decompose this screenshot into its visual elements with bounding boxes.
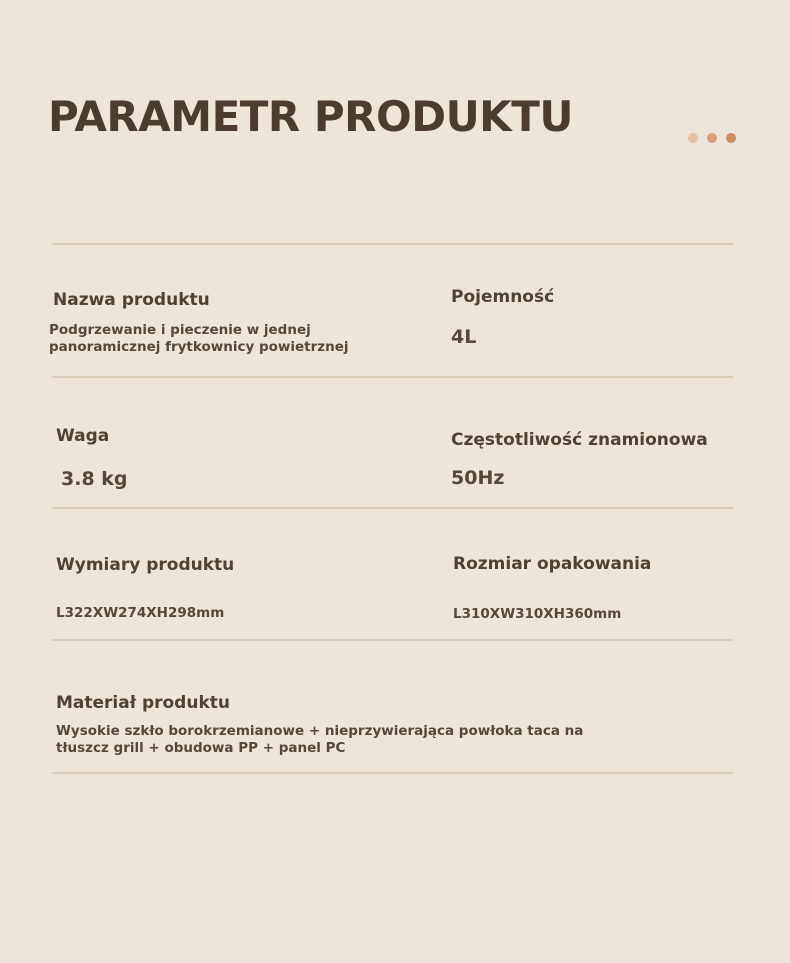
divider (52, 507, 733, 509)
divider (52, 772, 733, 774)
divider (52, 243, 733, 245)
material-value: Wysokie szkło borokrzemianowe + nieprzywierająca powłoka taca na tłuszcz grill + obudowa PP + panel PC (56, 723, 584, 756)
product-name-label: Nazwa produktu (53, 290, 210, 310)
divider (52, 639, 733, 641)
package-size-value: L310XW310XH360mm (453, 606, 622, 622)
dimensions-label: Wymiary produktu (56, 555, 235, 575)
weight-value: 3.8 kg (61, 468, 128, 490)
material-label: Materiał produktu (56, 693, 230, 713)
package-size-label: Rozmiar opakowania (453, 554, 652, 574)
page-title: PARAMETR PRODUKTU (48, 92, 573, 141)
capacity-value: 4L (451, 326, 477, 348)
frequency-value: 50Hz (451, 467, 505, 489)
decorative-dots (688, 133, 736, 143)
weight-label: Waga (56, 426, 110, 446)
frequency-label: Częstotliwość znamionowa (451, 430, 708, 450)
product-name-value: Podgrzewanie i pieczenie w jednej panoramicznej frytkownicy powietrznej (49, 322, 349, 355)
dot-icon (707, 133, 717, 143)
dot-icon (688, 133, 698, 143)
dimensions-value: L322XW274XH298mm (56, 605, 225, 621)
dot-icon (726, 133, 736, 143)
capacity-label: Pojemność (451, 287, 555, 307)
divider (52, 376, 733, 378)
